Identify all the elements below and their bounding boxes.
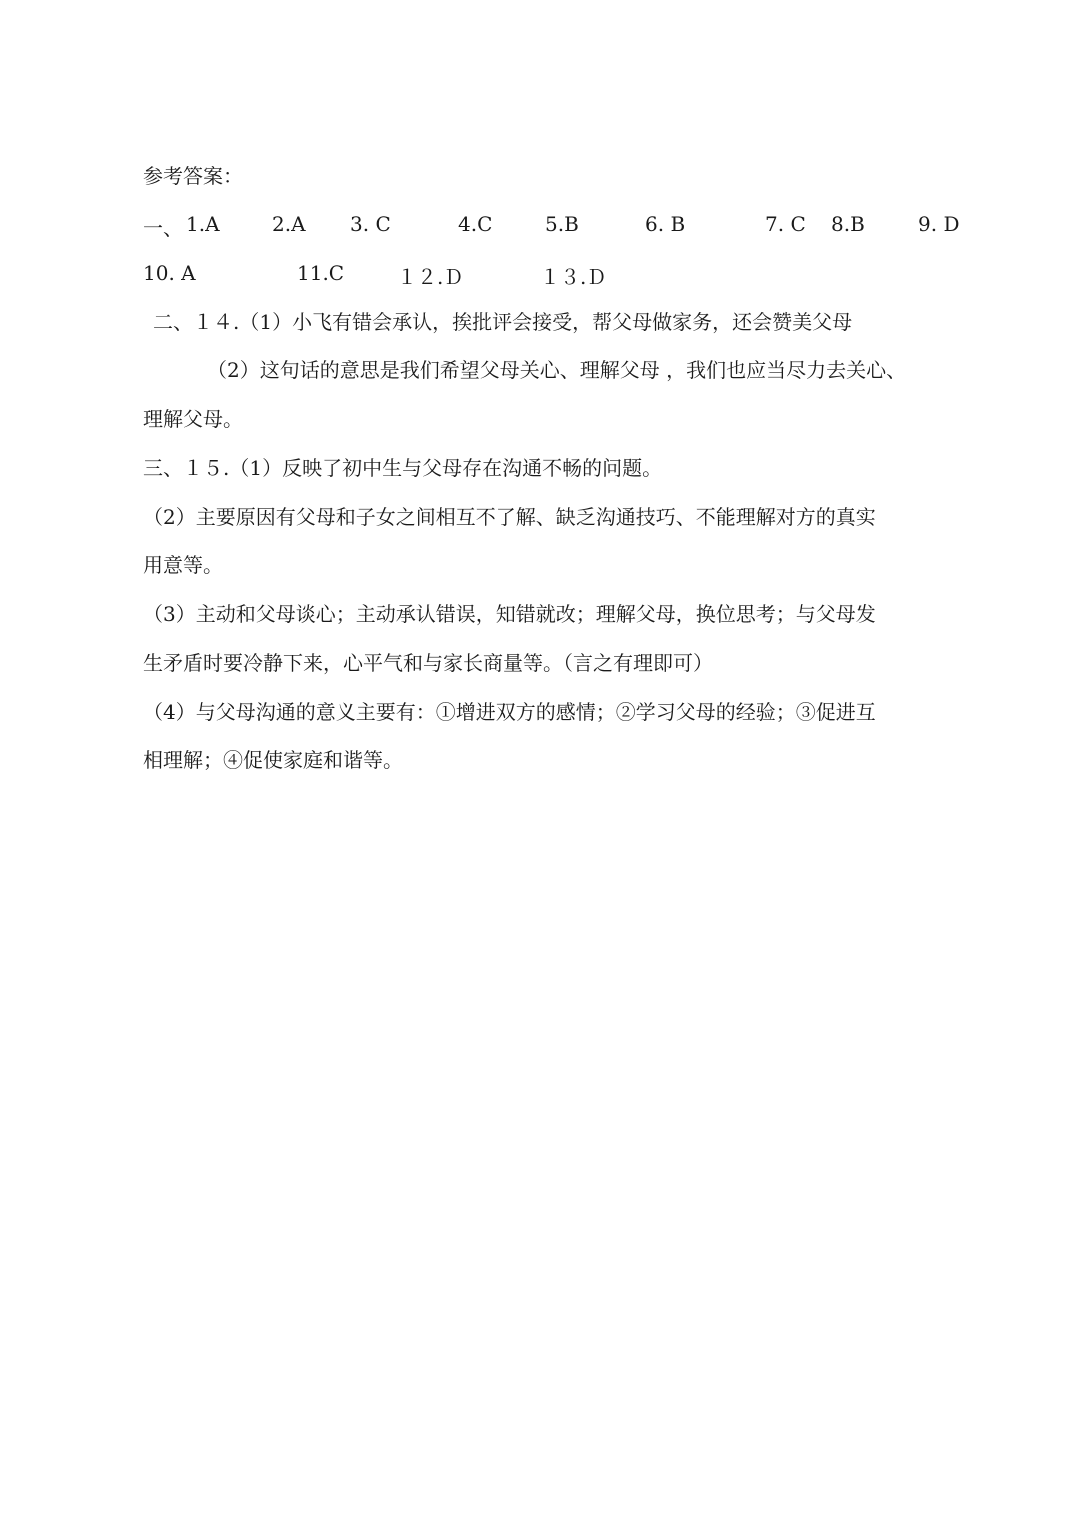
q15-part3-line2: 生矛盾时要冷静下来，心平气和与家长商量等。（言之有理即可）: [143, 651, 713, 675]
answer-3: 3. C: [350, 212, 391, 236]
answer-13: １３.Ｄ: [540, 265, 607, 289]
answer-key-heading: 参考答案：: [143, 164, 243, 188]
answer-7: 7. C: [765, 212, 806, 236]
q15-part3-line1: （3）主动和父母谈心；主动承认错误，知错就改；理解父母，换位思考；与父母发: [143, 602, 876, 626]
answer-11: 11.C: [297, 261, 345, 285]
section1-prefix: 一、: [143, 216, 183, 240]
answer-2: 2.A: [272, 212, 306, 236]
answer-6: 6. B: [645, 212, 686, 236]
q15-part2-line1: （2）主要原因有父母和子女之间相互不了解、缺乏沟通技巧、不能理解对方的真实: [143, 505, 876, 529]
q14-part2-line1: （2）这句话的意思是我们希望父母关心、理解父母 ，我们也应当尽力去关心、: [207, 358, 907, 382]
answer-8: 8.B: [831, 212, 865, 236]
answer-5: 5.B: [545, 212, 579, 236]
q15-part2-line2: 用意等。: [143, 553, 223, 577]
answer-10: 10. A: [143, 261, 196, 285]
answer-1: 1.A: [186, 212, 220, 236]
q14-part1: 二、１４.（1）小飞有错会承认，挨批评会接受，帮父母做家务，还会赞美父母: [153, 310, 853, 334]
answer-4: 4.C: [458, 212, 493, 236]
q15-part4-line2: 相理解；④促使家庭和谐等。: [143, 748, 403, 772]
q14-part2-line2: 理解父母。: [143, 407, 243, 431]
q15-part1: 三、１５.（1）反映了初中生与父母存在沟通不畅的问题。: [143, 456, 663, 480]
q15-part4-line1: （4）与父母沟通的意义主要有：①增进双方的感情；②学习父母的经验；③促进互: [143, 700, 876, 724]
answer-9: 9. D: [918, 212, 960, 236]
answer-12: １２.Ｄ: [397, 265, 464, 289]
